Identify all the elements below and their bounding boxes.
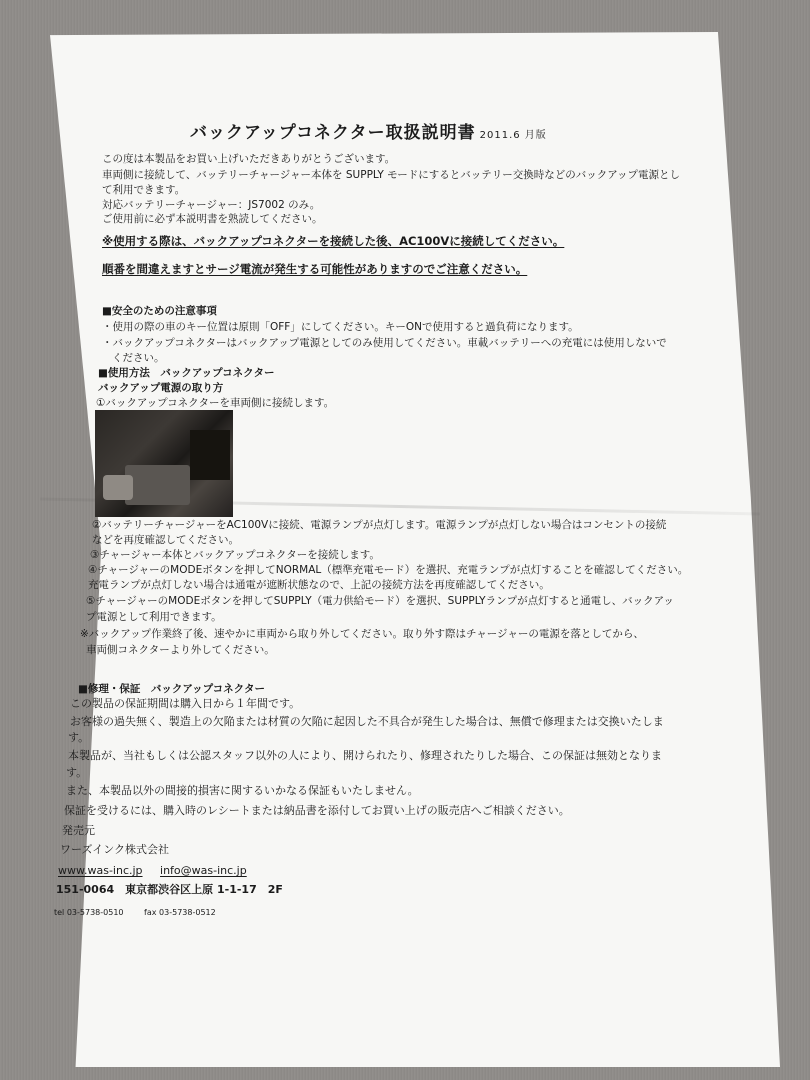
email-link[interactable]: info@was-inc.jp [160, 864, 247, 877]
usage-step: ③チャージャー本体とバックアップコネクターを接続します。 [90, 549, 380, 561]
warranty-line: す。 [68, 731, 90, 744]
usage-subheading: バックアップ電源の取り方 [98, 382, 224, 394]
usage-step: ⑤チャージャーのMODEボタンを押してSUPPLY（電力供給モード）を選択、SUPPLYランプが点灯すると通電し、バックアッ [86, 595, 674, 607]
address: 151-0064 東京都渋谷区上原 1-1-17 2F [56, 883, 283, 896]
title-text: バックアップコネクター取扱説明書 [190, 123, 476, 143]
usage-heading: ■使用方法 バックアップコネクター [98, 367, 275, 379]
warranty-line: お客様の過失無く、製造上の欠陥または材質の欠陥に起因した不具合が発生した場合は、無償で修理または交換いたしま [70, 715, 664, 728]
fax-number: fax 03-5738-0512 [144, 908, 216, 917]
warning-surge: 順番を間違えますとサージ電流が発生する可能性がありますのでご注意ください。 [102, 262, 528, 276]
usage-step: ④チャージャーのMODEボタンを押してNORMAL（標準充電モード）を選択、充電ランプが点灯することを確認してください。 [88, 564, 689, 576]
intro-line: この度は本製品をお買い上げいただきありがとうございます。 [102, 153, 396, 165]
warning-connect-order: ※使用する際は、バックアップコネクターを接続した後、AC100Vに接続してください。 [102, 234, 565, 248]
warranty-line: この製品の保証期間は購入日から１年間です。 [70, 697, 301, 710]
phone-fax-line [54, 906, 216, 920]
company-name: ワーズインク株式会社 [60, 843, 170, 856]
edition-label: 2011.6 月版 [479, 130, 547, 141]
safety-line: ・バックアップコネクターはバックアップ電源としてのみ使用してください。車載バッテリーへの充電には使用しないで [102, 337, 667, 349]
usage-step: 充電ランプが点灯しない場合は通電が遮断状態なので、上記の接続方法を再度確認してください。 [88, 579, 550, 591]
intro-line: 対応バッテリーチャージャー：JS7002 のみ。 [102, 199, 321, 211]
warranty-heading: ■修理・保証 バックアップコネクター [78, 683, 265, 695]
usage-step: などを再度確認してください。 [92, 534, 239, 546]
warranty-line: 保証を受けるには、購入時のレシートまたは納品書を添付してお買い上げの販売店へご相談ください。 [64, 804, 570, 817]
safety-heading: ■安全のための注意事項 [102, 305, 217, 317]
tel-number: tel 03-5738-0510 [54, 908, 124, 917]
usage-step: ①バックアップコネクターを車両側に接続します。 [96, 397, 335, 409]
connector-photo [95, 410, 233, 517]
document-title [190, 123, 547, 143]
intro-line: て利用できます。 [102, 184, 186, 196]
warranty-line: 本製品が、当社もしくは公認スタッフ以外の人により、開けられたり、修理されたりした場合、この保証は無効となりま [68, 749, 662, 762]
contact-line [58, 864, 247, 878]
usage-note: ※バックアップ作業終了後、速やかに車両から取り外してください。取り外す際はチャージャーの電源を落としてから、 [80, 628, 644, 640]
safety-line: ください。 [112, 352, 165, 364]
usage-step: ②バッテリーチャージャーをAC100Vに接続、電源ランプが点灯します。電源ランプが点灯しない場合はコンセントの接続 [92, 519, 667, 531]
intro-line: 車両側に接続して、バッテリーチャージャー本体を SUPPLY モードにするとバッテリー交換時などのバックアップ電源とし [102, 169, 680, 181]
usage-note: 車両側コネクターより外してください。 [86, 644, 275, 656]
warranty-line: す。 [66, 766, 88, 779]
warranty-line: また、本製品以外の間接的損害に関するいかなる保証もいたしません。 [66, 784, 419, 797]
usage-step: プ電源として利用できます。 [86, 611, 222, 623]
seller-label: 発売元 [62, 824, 95, 837]
intro-line: ご使用前に必ず本説明書を熟読してください。 [102, 213, 323, 225]
website-link[interactable]: www.was-inc.jp [58, 864, 143, 877]
safety-line: ・使用の際の車のキー位置は原則「OFF」にしてください。キーONで使用すると過負荷になります。 [102, 321, 579, 333]
